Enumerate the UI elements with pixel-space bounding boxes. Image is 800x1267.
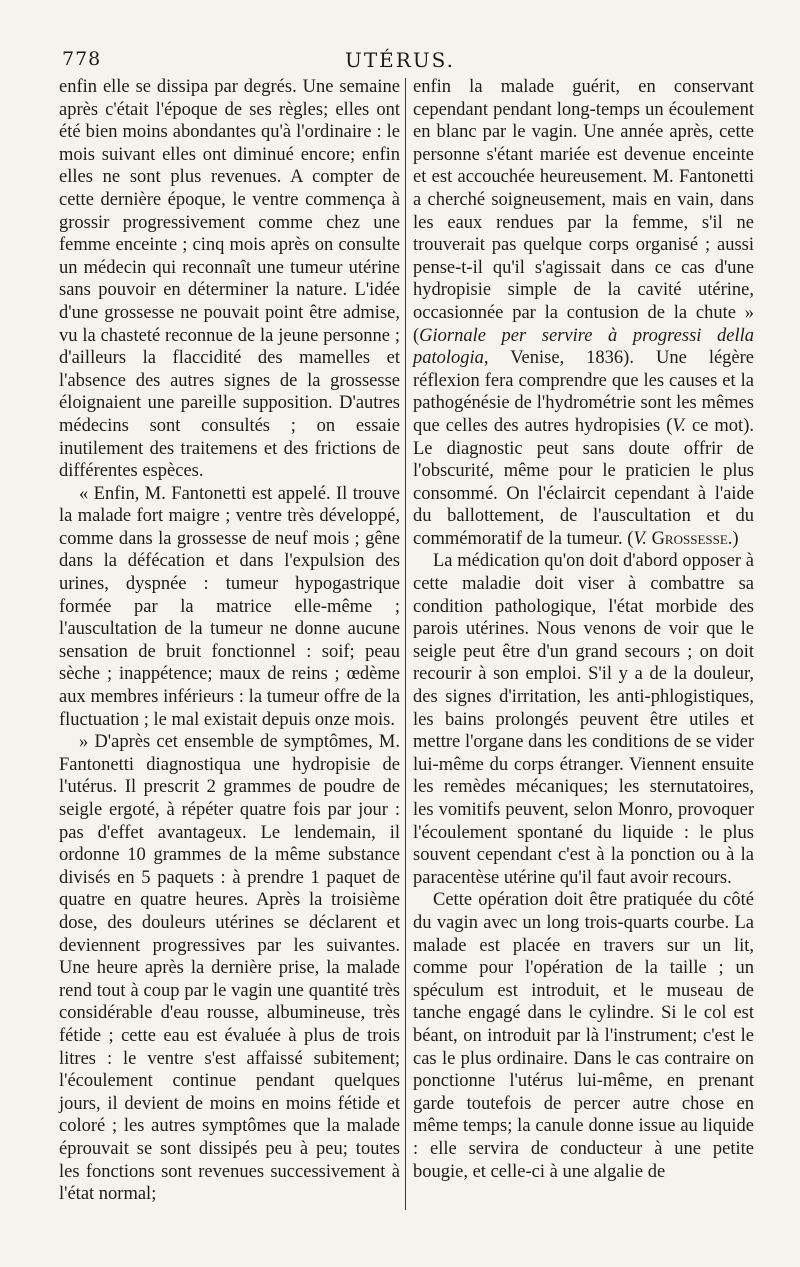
paragraph: [413, 76, 754, 550]
cross-reference: V.: [633, 528, 647, 549]
right-column: [413, 76, 754, 1183]
paragraph: La médication qu'on doit d'abord opposer à cette maladie doit viser à combattre sa condition pathologique, l'état morbide des parois utérines. Nous venons de voir que le seigle peut être d'un grand secours ; on doit recourir à son emploi. S'il y a de la douleur, des signes d'irritation, les anti-phlogistiques, les bains prolongés peuvent être utiles et mettre l'organe dans les conditions de se vider lui-même du corps étranger. Viennent ensuite les remèdes mécaniques; les sternutatoires, les vomitifs peuvent, selon Monro, provoquer l'écoulement spontané du liquide : le plus souvent cependant c'est à la ponction ou à la paracentèse utérine qu'il faut avoir recours.: [413, 551, 754, 888]
paragraph: enfin elle se dissipa par degrés. Une semaine après c'était l'époque de ses règles; elles ont été bien moins abondantes qu'à l'ordinaire : le mois suivant elles ont diminué encore; enfin elles ne sont plus revenues. A compter de cette dernière époque, le ventre commença à grossir progressivement comme chez une femme enceinte ; cinq mois après on consulte un médecin qui reconnaît une tumeur utérine sans pouvoir en déterminer la nature. L'idée d'une grossesse ne pouvait point être admise, vu la chasteté reconnue de la jeune personne ; d'ailleurs la flaccidité des mamelles et l'absence des autres signes de la grossesse éloignaient une pareille supposition. D'autres médecins sont consultés ; on essaie inutilement des traitemens et des frictions de différentes espèces.: [59, 77, 400, 482]
paragraph: » D'après cet ensemble de symptômes, M. Fantonetti diagnostiqua une hydropisie de l'utérus. Il prescrit 2 grammes de poudre de seigle ergoté, à répéter quatre fois par jour : pas d'effet avantageux. Le lendemain, il ordonne 10 grammes de la même substance divisés en 5 paquets : à prendre 1 paquet de quatre en quatre heures. Après la troisième dose, des douleurs utérines se déclarent et deviennent progressives par les suivantes. Une heure après la dernière prise, la malade rend tout à coup par le vagin une quantité très considérable d'eau rousse, albumineuse, très fétide ; cette eau est évaluée à plus de trois litres : le ventre s'est affaissé subitement; l'écoulement continue pendant quelques jours, il devient de moins en moins fétide et coloré ; les autres symptômes que la malade éprouvait se sont dissipés peu à peu; toutes les fonctions sont revenues successivement à l'état normal;: [59, 732, 400, 1205]
cross-reference: V.: [672, 415, 686, 436]
paragraph: « Enfin, M. Fantonetti est appelé. Il trouve la malade fort maigre ; ventre très développé, comme dans la grossesse de neuf mois ; gêne dans la défécation et dans l'expulsion des urines, dyspnée : tumeur hypogastrique formée par la matrice elle-même ; l'auscultation de la tumeur ne donne aucune sensation de bruit fonctionnel : soif; peau sèche ; inappétence; maux de reins ; œdème aux membres inférieurs : la tumeur offre de la fluctuation ; le mal existait depuis onze mois.: [59, 483, 400, 730]
left-column: [59, 76, 400, 1206]
text-run: .): [727, 528, 739, 549]
running-title: UTÉRUS.: [344, 48, 456, 72]
page-number: 778: [62, 48, 102, 70]
text-run: , Venise, 1836). Une légère réflexion fera comprendre que les causes et la pathogénésie de l'hydrométrie sont les mêmes que celles des autres hydropisies (: [413, 348, 754, 436]
journal-title: Giornale per servire à progressi della patologia: [413, 325, 754, 369]
column-divider: [405, 78, 406, 1210]
text-run: enfin la malade guérit, en conservant cependant pendant long-temps un écoulement en blanc par le vagin. Une année après, cette personne s'étant mariée est devenue enceinte et est accouchée heureusement. M. Fantonetti a cherché soigneusement, mais en vain, dans les eaux rendues par la femme, s'il ne trouverait pas quelque corps organisé ; aussi pense-t-il qu'il s'agissait dans ce cas d'une hydropisie simple de la cavité utérine, occasionnée par la contusion de la chute » (: [413, 77, 754, 346]
page-header: [62, 44, 738, 76]
text-run: ce mot). Le diagnostic peut sans doute offrir de l'obscurité, même pour le praticien le plus consommé. On l'éclaircit cependant à l'aide du ballottement, de l'auscultation et du commémoratif de la tumeur. (: [413, 415, 754, 549]
paragraph: Cette opération doit être pratiquée du côté du vagin avec un long trois-quarts courbe. La malade est placée en travers sur un lit, comme pour l'opération de la taille ; un spéculum est introduit, et le museau de tanche engagé dans le cylindre. Si le col est béant, on introduit par là l'instrument; c'est le cas le plus ordinaire. Dans le cas contraire on ponctionne l'utérus lui-même, en prenant garde toutefois de percer autre chose en même temps; la canule donne issue au liquide : elle servira de conducteur à une petite bougie, et celle-ci à une algalie de: [413, 890, 754, 1182]
cross-reference-target: Grossesse: [651, 528, 728, 549]
